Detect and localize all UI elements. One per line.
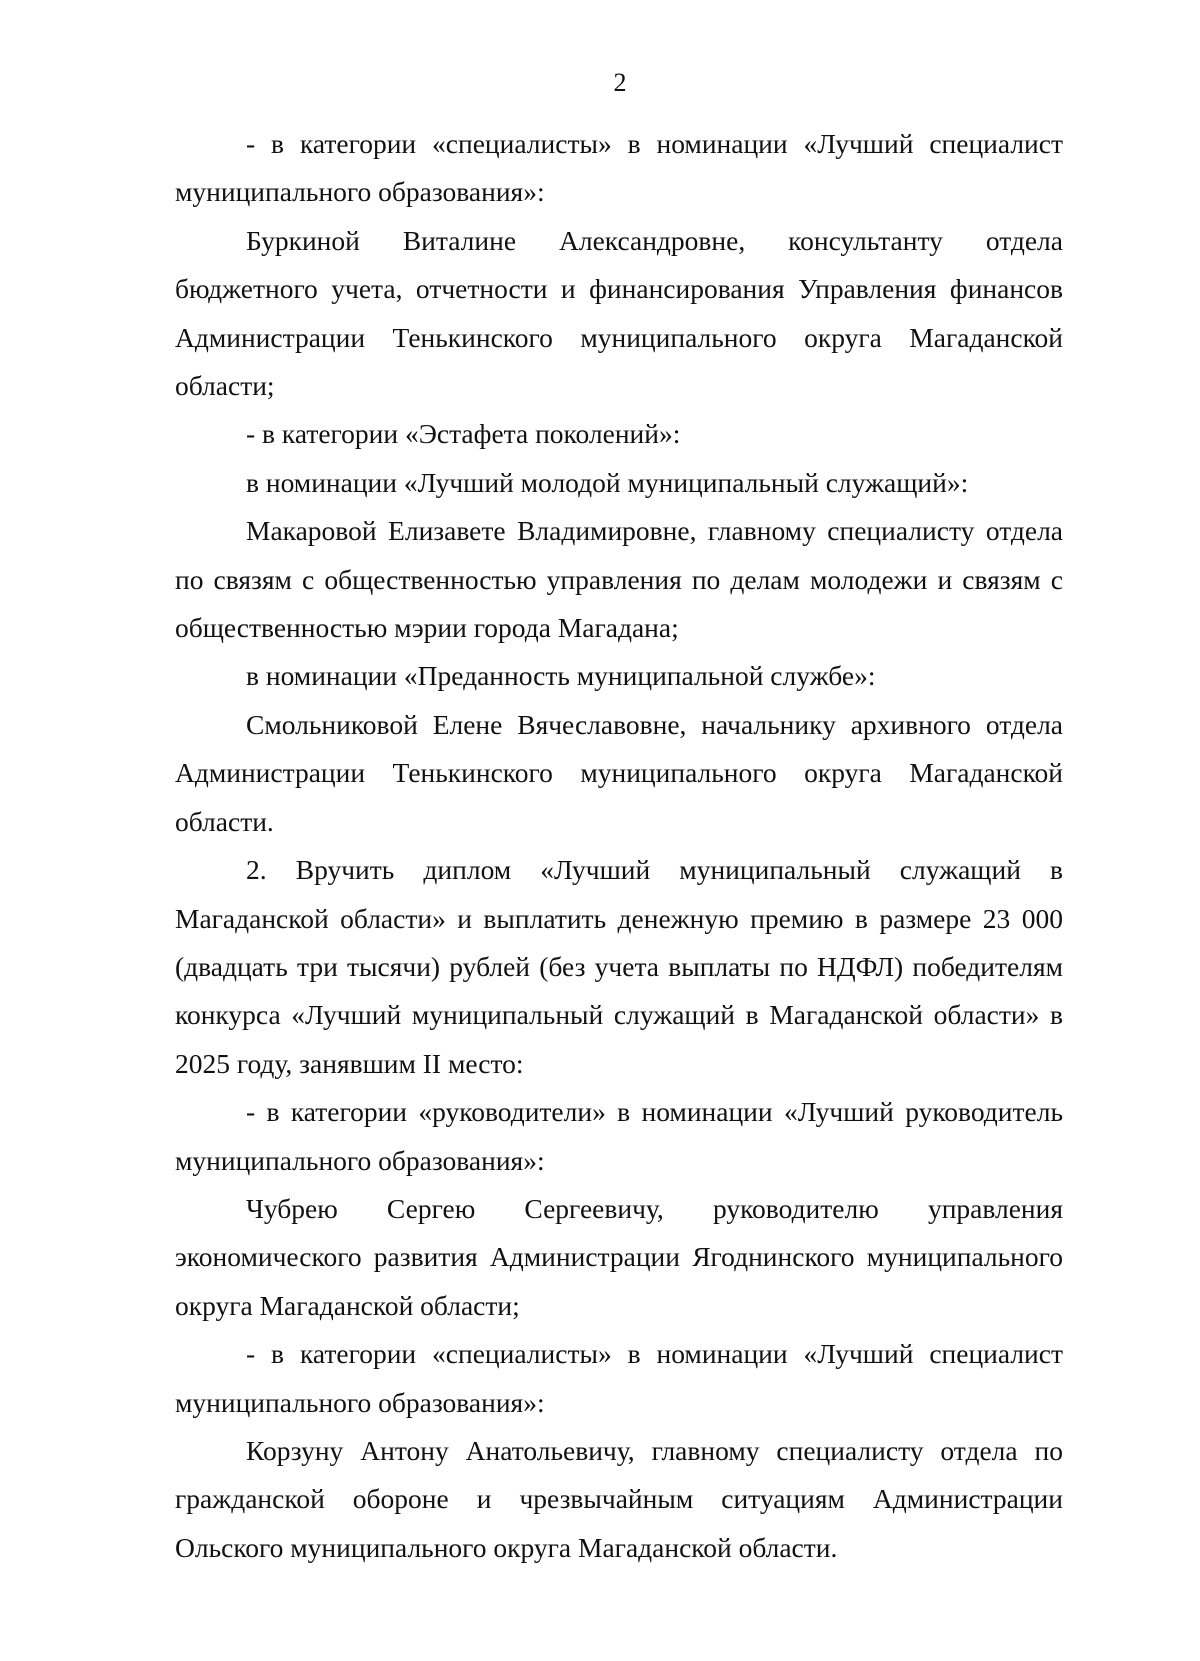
paragraph-chubrey: Чубрею Сергею Сергеевичу, руководителю управления экономического развития Администрации Ягоднинского муниципального округа Магаданской области; [175, 1192, 1063, 1321]
paragraph-makarova: Макаровой Елизавете Владимировне, главному специалисту отдела по связям с общественностью управления по делам молодежи и связям с общественностью мэрии города Магадана; [175, 515, 1063, 644]
paragraph-young-nomination: в номинации «Лучший молодой муниципальный служащий»: [246, 466, 969, 498]
paragraph-burkina: Буркиной Виталине Александровне, консультанту отдела бюджетного учета, отчетности и финансирования Управления финансов Администрации Тенькинского муниципального округа Магаданской области; [175, 224, 1063, 402]
paragraph-specialists-category-1: - в категории «специалисты» в номинации «Лучший специалист муниципального образования»: [175, 128, 1063, 208]
paragraph-smolnikova: Смольниковой Елене Вячеславовне, начальнику архивного отдела Администрации Тенькинского муниципального округа Магаданской области. [175, 708, 1063, 837]
paragraph-devotion-nomination: в номинации «Преданность муниципальной службе»: [246, 660, 876, 692]
paragraph-managers-category: - в категории «руководители» в номинации «Лучший руководитель муниципального образования»: [175, 1096, 1063, 1176]
paragraph-relay-category: - в категории «Эстафета поколений»: [246, 418, 681, 450]
paragraph-korzun: Корзуну Антону Анатольевичу, главному специалисту отдела по гражданской обороне и чрезвычайным ситуациям Администрации Ольского муниципального округа Магаданской области. [175, 1434, 1063, 1563]
paragraph-item-2: 2. Вручить диплом «Лучший муниципальный служащий в Магаданской области» и выплатить денежную премию в размере 23 000 (двадцать три тысячи) рублей (без учета выплаты по НДФЛ) победителям конкурса «Лучший муниципальный служащий в Магаданской области» в 2025 году, занявшим II место: [175, 854, 1063, 1079]
page-number: 2 [613, 68, 627, 97]
paragraph-specialists-category-2: - в категории «специалисты» в номинации «Лучший специалист муниципального образования»: [175, 1338, 1063, 1418]
document-body [175, 120, 1063, 1572]
